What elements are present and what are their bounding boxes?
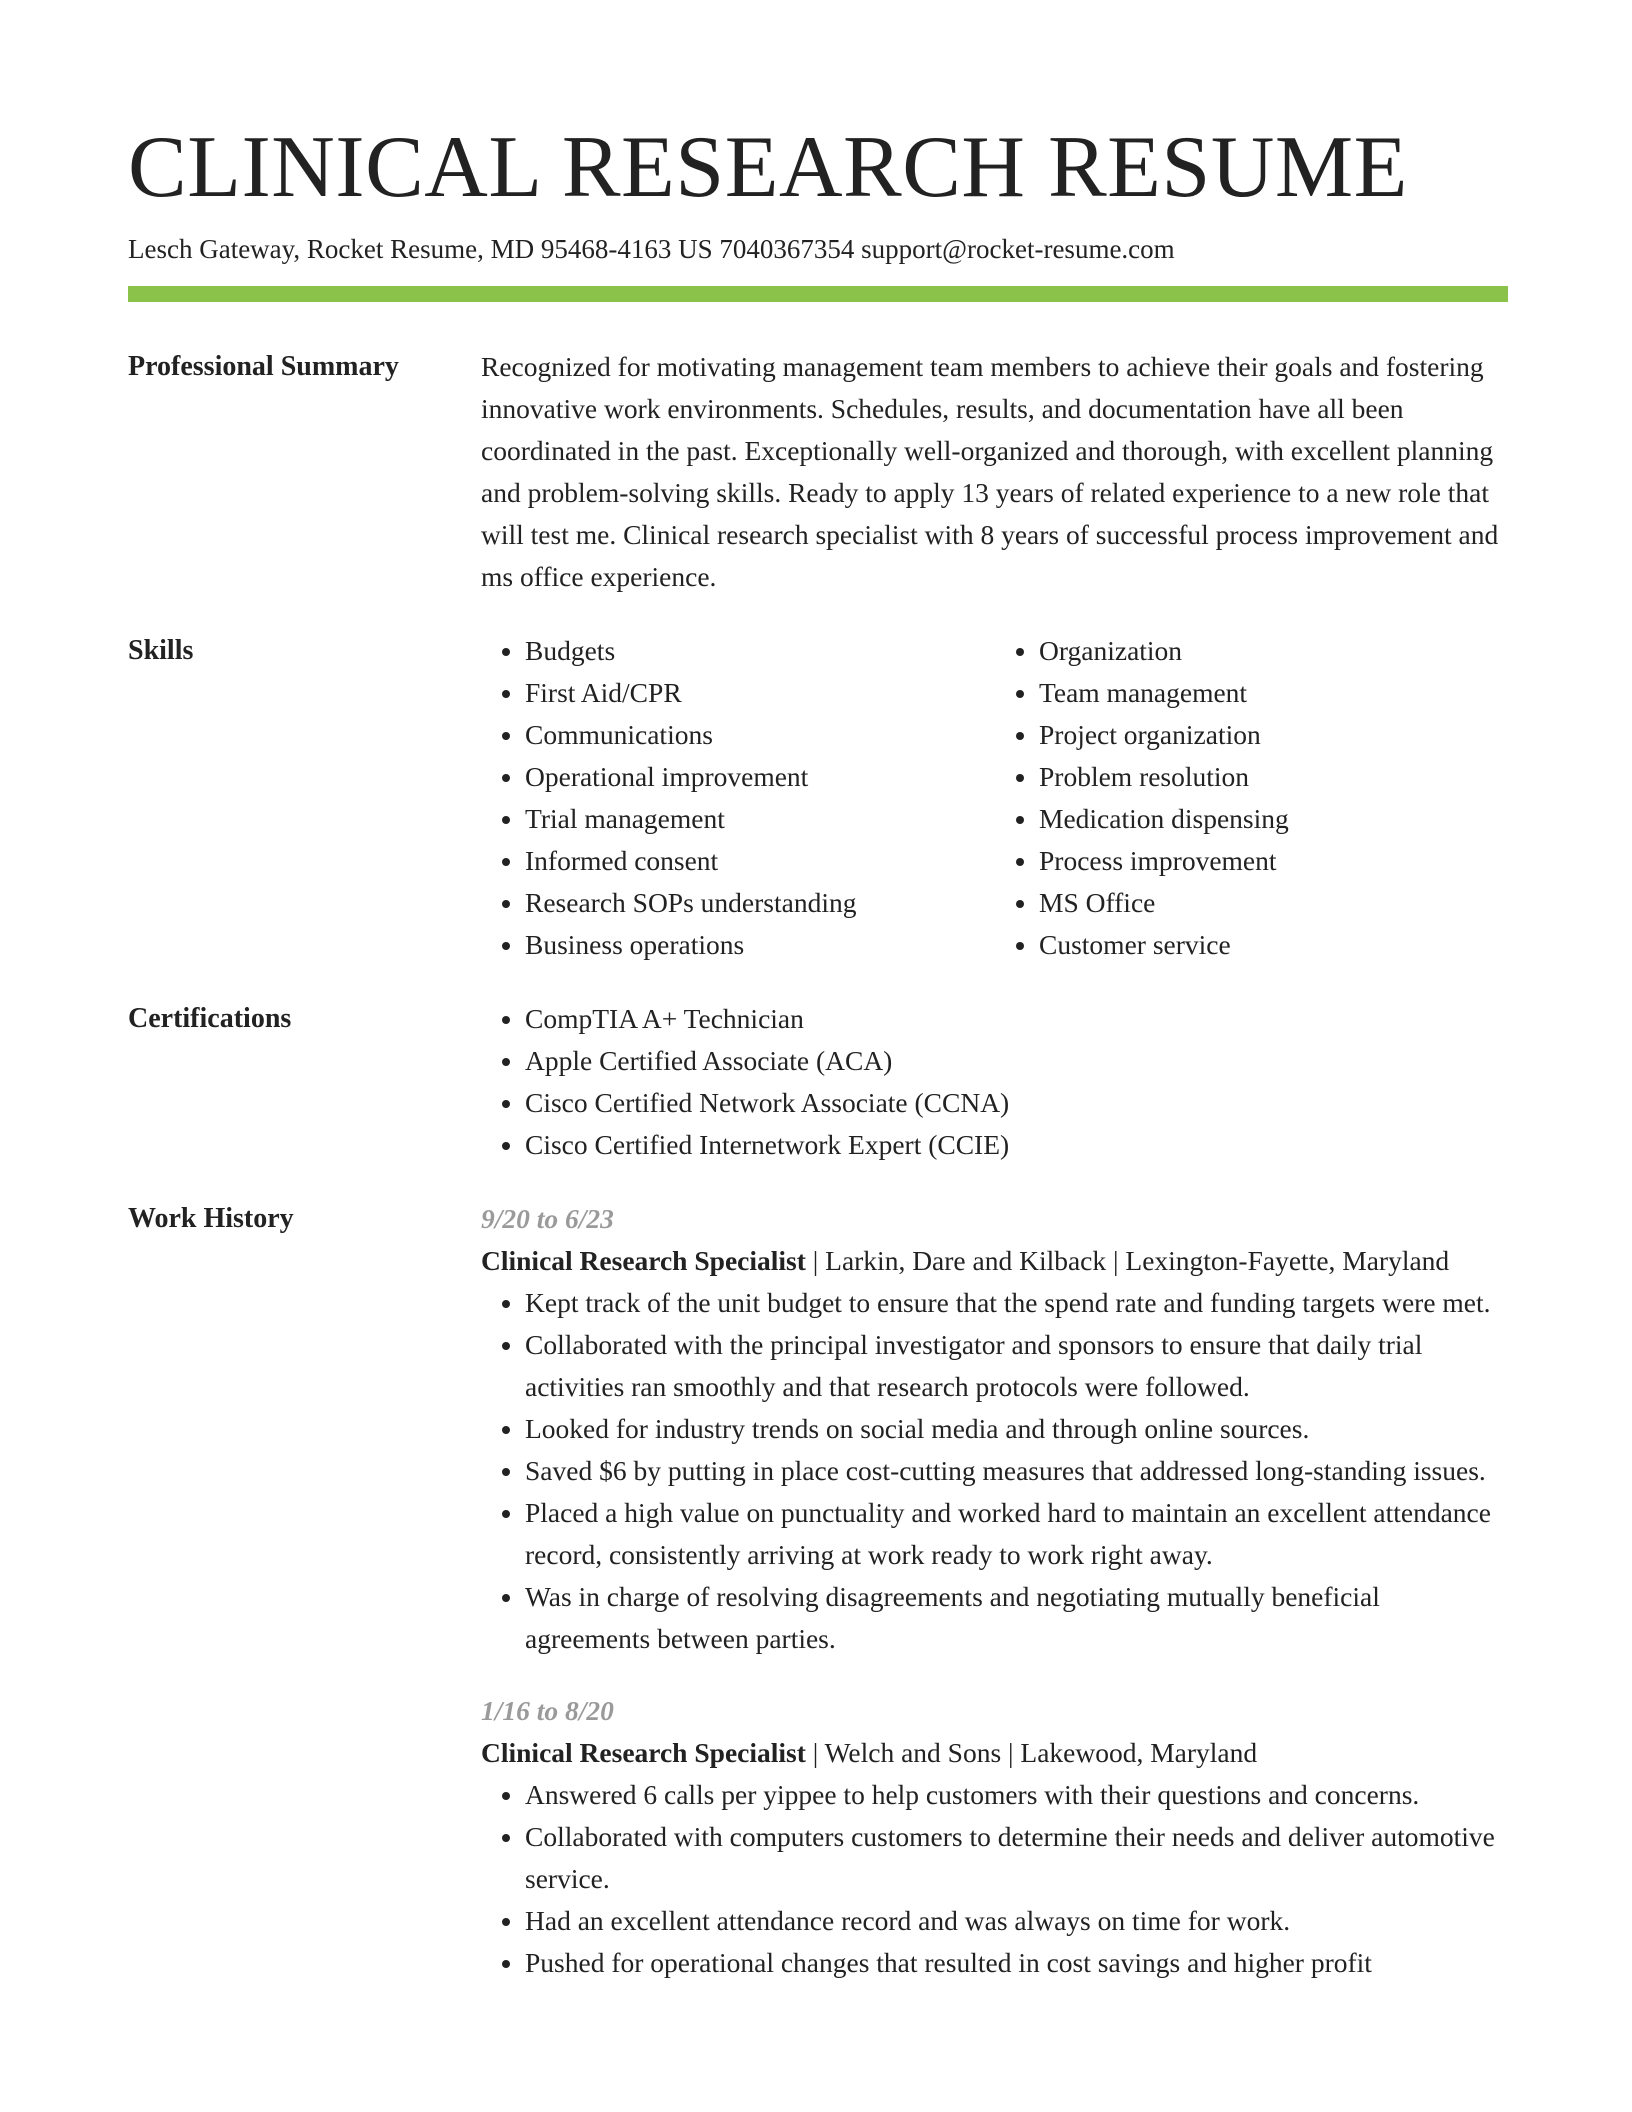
job-duty: • Answered 6 calls per yippee to help customers with their questions and concerns.: [525, 1774, 1509, 1816]
skill-item: • First Aid/CPR: [525, 672, 995, 714]
job-duty: • Kept track of the unit budget to ensure that the spend rate and funding targets were met.: [525, 1282, 1509, 1324]
job-duty: • Looked for industry trends on social media and through online sources.: [525, 1408, 1509, 1450]
summary-heading: Professional Summary: [128, 351, 399, 382]
skills-list-right: [995, 630, 1509, 966]
job-employer-location: | Welch and Sons | Lakewood, Maryland: [805, 1737, 1258, 1768]
certifications-heading: Certifications: [128, 1003, 292, 1034]
job-duties-list: [481, 1282, 1509, 1660]
certification-item: • Cisco Certified Network Associate (CCNA): [525, 1082, 1509, 1124]
skill-item: • Team management: [1039, 672, 1509, 714]
contact-line: Lesch Gateway, Rocket Resume, MD 95468-4163 US 7040367354 support@rocket-resume.com: [128, 234, 1175, 264]
job-employer-location: | Larkin, Dare and Kilback | Lexington-Fayette, Maryland: [805, 1245, 1450, 1276]
certification-item: • Apple Certified Associate (ACA): [525, 1040, 1509, 1082]
skill-item: • Informed consent: [525, 840, 995, 882]
skill-item: • Medication dispensing: [1039, 798, 1509, 840]
certification-item: • Cisco Certified Internetwork Expert (CCIE): [525, 1124, 1509, 1166]
header-divider: [128, 286, 1508, 302]
skill-item: • Organization: [1039, 630, 1509, 672]
skill-item: • Business operations: [525, 924, 995, 966]
resume-title: CLINICAL RESEARCH RESUME: [128, 119, 1408, 216]
job-duty: • Collaborated with the principal investigator and sponsors to ensure that daily trial activities ran smoothly and that research protocols were followed.: [525, 1324, 1509, 1408]
skill-item: • MS Office: [1039, 882, 1509, 924]
skill-item: • Communications: [525, 714, 995, 756]
skills-heading: Skills: [128, 635, 194, 666]
skill-item: • Operational improvement: [525, 756, 995, 798]
skills-list-left: [481, 630, 995, 966]
work-history-heading: Work History: [128, 1203, 294, 1234]
skill-item: • Problem resolution: [1039, 756, 1509, 798]
job-duty: • Was in charge of resolving disagreements and negotiating mutually beneficial agreements between parties.: [525, 1576, 1509, 1660]
job-dates: 1/16 to 8/20: [481, 1695, 614, 1726]
job-title: Clinical Research Specialist: [481, 1737, 806, 1768]
job-entry: [481, 1198, 1509, 1660]
job-title: Clinical Research Specialist: [481, 1245, 806, 1276]
summary-text: Recognized for motivating management team members to achieve their goals and fostering innovative work environments. Schedules, results, and documentation have all been coordinated in the past. Exceptionally well-organized and thorough, with excellent planning and problem-solving skills. Ready to apply 13 years of related experience to a new role that will test me. Clinical research specialist with 8 years of successful process improvement and ms office experience.: [481, 351, 1499, 592]
skill-item: • Process improvement: [1039, 840, 1509, 882]
job-duty: • Had an excellent attendance record and was always on time for work.: [525, 1900, 1509, 1942]
job-dates: 9/20 to 6/23: [481, 1203, 614, 1234]
skill-item: • Project organization: [1039, 714, 1509, 756]
job-heading: [481, 1732, 1509, 1774]
skill-item: • Budgets: [525, 630, 995, 672]
job-heading: [481, 1240, 1509, 1282]
skill-item: • Research SOPs understanding: [525, 882, 995, 924]
skill-item: • Customer service: [1039, 924, 1509, 966]
job-entry: [481, 1690, 1509, 1984]
skill-item: • Trial management: [525, 798, 995, 840]
job-duty: • Saved $6 by putting in place cost-cutting measures that addressed long-standing issues.: [525, 1450, 1509, 1492]
certifications-list: [481, 998, 1509, 1166]
job-duties-list: [481, 1774, 1509, 1984]
job-duty: • Pushed for operational changes that resulted in cost savings and higher profit: [525, 1942, 1509, 1984]
certification-item: • CompTIA A+ Technician: [525, 998, 1509, 1040]
job-duty: • Collaborated with computers customers to determine their needs and deliver automotive service.: [525, 1816, 1509, 1900]
job-duty: • Placed a high value on punctuality and worked hard to maintain an excellent attendance record, consistently arriving at work ready to work right away.: [525, 1492, 1509, 1576]
